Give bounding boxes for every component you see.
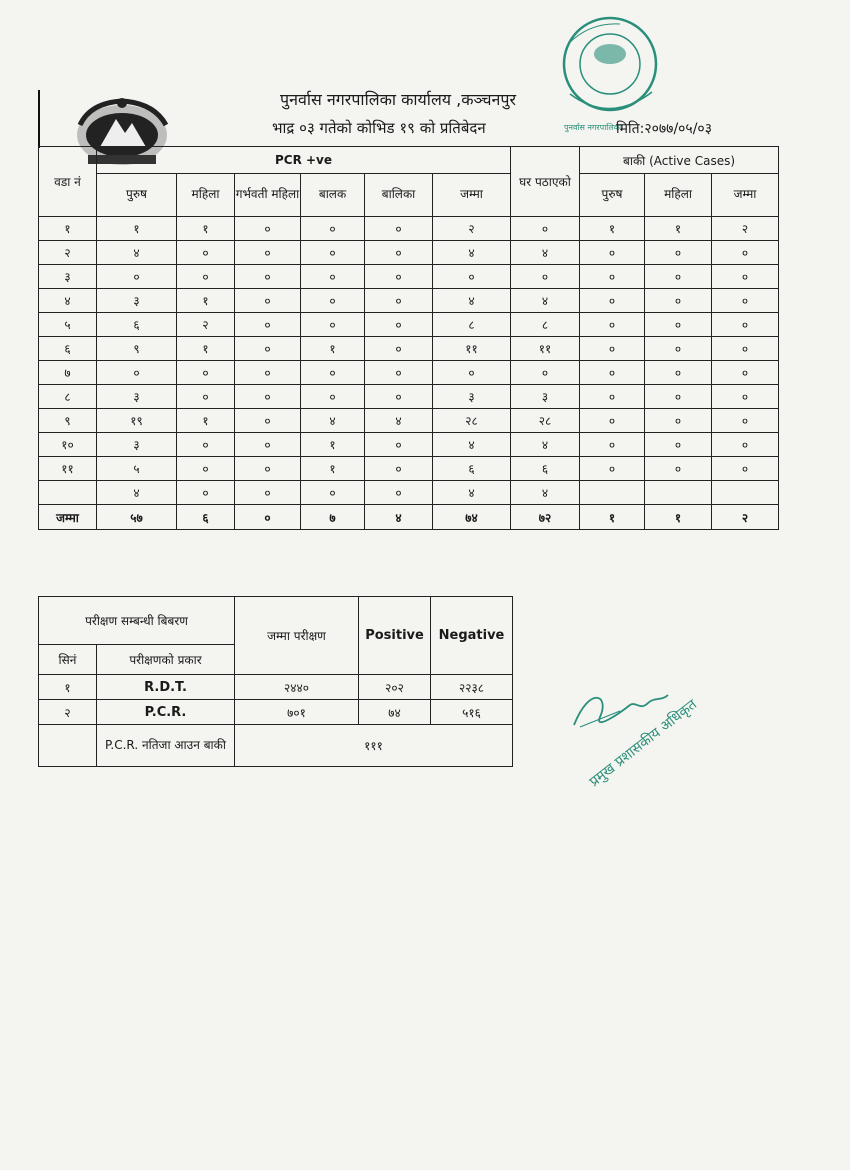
value-cell: ० <box>712 241 779 265</box>
value-cell: ० <box>645 337 712 361</box>
table-row <box>39 241 779 265</box>
value-cell: ० <box>301 481 365 505</box>
value-cell: ० <box>511 265 580 289</box>
margin-line <box>38 90 40 148</box>
value-cell: ० <box>712 385 779 409</box>
value-cell: २ <box>712 217 779 241</box>
value-cell: ० <box>365 457 433 481</box>
value-cell: ० <box>301 265 365 289</box>
header-total-tests: जम्मा परीक्षण <box>235 597 359 675</box>
value-cell: ० <box>433 361 511 385</box>
value-cell: ० <box>645 265 712 289</box>
subheader-girl: बालिका <box>365 174 433 217</box>
value-cell: ० <box>177 361 235 385</box>
value-cell: ० <box>580 241 645 265</box>
value-cell: ० <box>580 433 645 457</box>
value-cell: ३ <box>97 289 177 313</box>
value-cell: ० <box>177 457 235 481</box>
table-row <box>39 433 779 457</box>
value-cell: १ <box>177 289 235 313</box>
ward-cell: २ <box>39 241 97 265</box>
value-cell: ० <box>97 265 177 289</box>
value-cell: ० <box>235 217 301 241</box>
value-cell: ० <box>365 433 433 457</box>
value-cell: १ <box>645 217 712 241</box>
officer-signature <box>560 655 760 795</box>
value-cell: ० <box>712 457 779 481</box>
value-cell: ० <box>645 457 712 481</box>
value-cell: ० <box>365 217 433 241</box>
value-cell: ४ <box>433 241 511 265</box>
ward-cell: ९ <box>39 409 97 433</box>
value-cell: ४ <box>511 241 580 265</box>
subheader-active-male: पुरुष <box>580 174 645 217</box>
header-negative: Negative <box>431 597 513 675</box>
value-cell: ८ <box>511 313 580 337</box>
ward-cell: ७ <box>39 361 97 385</box>
value-cell: ८ <box>433 313 511 337</box>
table-row <box>39 217 779 241</box>
table-row <box>39 409 779 433</box>
subheader-pregnant: गर्भवती महिला <box>235 174 301 217</box>
table-row <box>39 313 779 337</box>
value-cell: ० <box>365 313 433 337</box>
header-serial: सिनं <box>39 645 97 675</box>
value-cell: ० <box>235 457 301 481</box>
ward-cell: १० <box>39 433 97 457</box>
value-cell: ० <box>301 289 365 313</box>
subheader-male: पुरुष <box>97 174 177 217</box>
value-cell: ० <box>301 241 365 265</box>
total-row: जम्मा ५७ ६ ० ७ ४ ७४ ७२ १ १ २ <box>39 505 779 530</box>
table-row <box>39 457 779 481</box>
value-cell: ११ <box>511 337 580 361</box>
value-cell: २ <box>177 313 235 337</box>
value-cell: ० <box>433 265 511 289</box>
value-cell: १ <box>301 433 365 457</box>
pending-row <box>39 725 513 767</box>
value-cell: ० <box>712 265 779 289</box>
value-cell: ० <box>365 241 433 265</box>
value-cell: ० <box>235 241 301 265</box>
value-cell: ० <box>580 457 645 481</box>
value-cell: ४ <box>511 433 580 457</box>
value-cell: ० <box>645 361 712 385</box>
value-cell: ४ <box>511 289 580 313</box>
value-cell: ० <box>177 241 235 265</box>
subheader-total: जम्मा <box>433 174 511 217</box>
value-cell: ० <box>235 385 301 409</box>
value-cell: ४ <box>365 409 433 433</box>
value-cell: ० <box>235 361 301 385</box>
value-cell: ० <box>712 433 779 457</box>
value-cell: ० <box>365 361 433 385</box>
value-cell: ० <box>235 313 301 337</box>
ward-cell: ३ <box>39 265 97 289</box>
value-cell: ३ <box>511 385 580 409</box>
value-cell: ० <box>365 265 433 289</box>
header-active-cases: बाकी (Active Cases) <box>580 147 779 174</box>
value-cell: ० <box>301 385 365 409</box>
value-cell: ३ <box>97 385 177 409</box>
value-cell: ० <box>365 481 433 505</box>
value-cell: ११ <box>433 337 511 361</box>
report-title: भाद्र ०३ गतेको कोभिड १९ को प्रतिबेदन <box>272 119 486 137</box>
value-cell: ० <box>235 409 301 433</box>
value-cell: ४ <box>97 481 177 505</box>
value-cell: ३ <box>433 385 511 409</box>
value-cell <box>645 481 712 505</box>
value-cell: ० <box>712 313 779 337</box>
table-row <box>39 481 779 505</box>
value-cell: ० <box>712 409 779 433</box>
value-cell <box>580 481 645 505</box>
value-cell: ० <box>712 289 779 313</box>
ward-cell: ४ <box>39 289 97 313</box>
value-cell: ६ <box>97 313 177 337</box>
value-cell: ० <box>177 265 235 289</box>
value-cell: १ <box>301 457 365 481</box>
value-cell: १ <box>301 337 365 361</box>
ward-cell: ११ <box>39 457 97 481</box>
value-cell: ४ <box>433 433 511 457</box>
value-cell: ३ <box>97 433 177 457</box>
covid-ward-table <box>38 146 779 530</box>
value-cell: ० <box>301 313 365 337</box>
value-cell: ४ <box>433 481 511 505</box>
value-cell: २८ <box>433 409 511 433</box>
value-cell: ० <box>177 385 235 409</box>
value-cell: २ <box>433 217 511 241</box>
ward-cell: ६ <box>39 337 97 361</box>
test-row: १ R.D.T. २४४० २०२ २२३८ <box>39 675 513 700</box>
ward-cell: ८ <box>39 385 97 409</box>
value-cell: ० <box>712 337 779 361</box>
value-cell: ० <box>511 361 580 385</box>
value-cell: ० <box>365 289 433 313</box>
value-cell: ० <box>580 337 645 361</box>
test-details-title: परीक्षण सम्बन्धी बिबरण <box>39 597 235 645</box>
value-cell: ० <box>235 265 301 289</box>
table-row <box>39 385 779 409</box>
value-cell: ० <box>235 481 301 505</box>
ward-cell <box>39 481 97 505</box>
org-title: पुनर्वास नगरपालिका कार्यालय ,कञ्चनपुर <box>280 90 516 109</box>
value-cell: ० <box>580 265 645 289</box>
signature-title: प्रमुख प्रशासकीय अधिकृत <box>586 696 701 791</box>
value-cell <box>712 481 779 505</box>
value-cell: ४ <box>301 409 365 433</box>
value-cell: १ <box>177 409 235 433</box>
pending-label: P.C.R. नतिजा आउन बाकी <box>97 725 235 767</box>
test-row: २ P.C.R. ७०१ ७४ ५१६ <box>39 700 513 725</box>
subheader-female: महिला <box>177 174 235 217</box>
value-cell: ० <box>235 433 301 457</box>
table-row <box>39 337 779 361</box>
subheader-active-total: जम्मा <box>712 174 779 217</box>
header-positive: Positive <box>359 597 431 675</box>
value-cell: ४ <box>97 241 177 265</box>
header-sent-home: घर पठाएको <box>511 147 580 217</box>
table-row <box>39 361 779 385</box>
value-cell: ० <box>235 289 301 313</box>
value-cell: ६ <box>433 457 511 481</box>
value-cell: ० <box>511 217 580 241</box>
value-cell: ० <box>580 313 645 337</box>
header-test-type: परीक्षणको प्रकार <box>97 645 235 675</box>
value-cell: ६ <box>511 457 580 481</box>
value-cell: १ <box>97 217 177 241</box>
value-cell: ४ <box>433 289 511 313</box>
value-cell: २८ <box>511 409 580 433</box>
test-summary-table <box>38 596 513 767</box>
value-cell: ० <box>301 217 365 241</box>
value-cell: ० <box>712 361 779 385</box>
value-cell: १ <box>580 217 645 241</box>
ward-cell: ५ <box>39 313 97 337</box>
value-cell: ४ <box>511 481 580 505</box>
header-pcr-positive: PCR +ve <box>97 147 511 174</box>
value-cell: ० <box>645 385 712 409</box>
value-cell: ० <box>645 409 712 433</box>
value-cell: १ <box>177 337 235 361</box>
value-cell: ५ <box>97 457 177 481</box>
seal-caption: पुनर्वास नगरपालिका <box>564 123 622 132</box>
office-seal-icon <box>540 14 670 134</box>
value-cell: ० <box>365 385 433 409</box>
value-cell: ० <box>645 433 712 457</box>
value-cell: ० <box>580 361 645 385</box>
value-cell: १९ <box>97 409 177 433</box>
value-cell: ० <box>645 241 712 265</box>
value-cell: ० <box>177 481 235 505</box>
value-cell: ० <box>580 385 645 409</box>
pending-value: १११ <box>235 725 513 767</box>
value-cell: ० <box>645 313 712 337</box>
value-cell: ० <box>645 289 712 313</box>
value-cell: ० <box>580 289 645 313</box>
value-cell: ० <box>235 337 301 361</box>
subheader-active-female: महिला <box>645 174 712 217</box>
report-date: मिति:२०७७/०५/०३ <box>616 121 712 137</box>
value-cell: ९ <box>97 337 177 361</box>
value-cell: १ <box>177 217 235 241</box>
header-ward: वडा नं <box>39 147 97 217</box>
table-row <box>39 265 779 289</box>
value-cell: ० <box>580 409 645 433</box>
value-cell: ० <box>365 337 433 361</box>
value-cell: ० <box>177 433 235 457</box>
ward-cell: १ <box>39 217 97 241</box>
value-cell: ० <box>301 361 365 385</box>
table-row <box>39 289 779 313</box>
subheader-boy: बालक <box>301 174 365 217</box>
value-cell: ० <box>97 361 177 385</box>
